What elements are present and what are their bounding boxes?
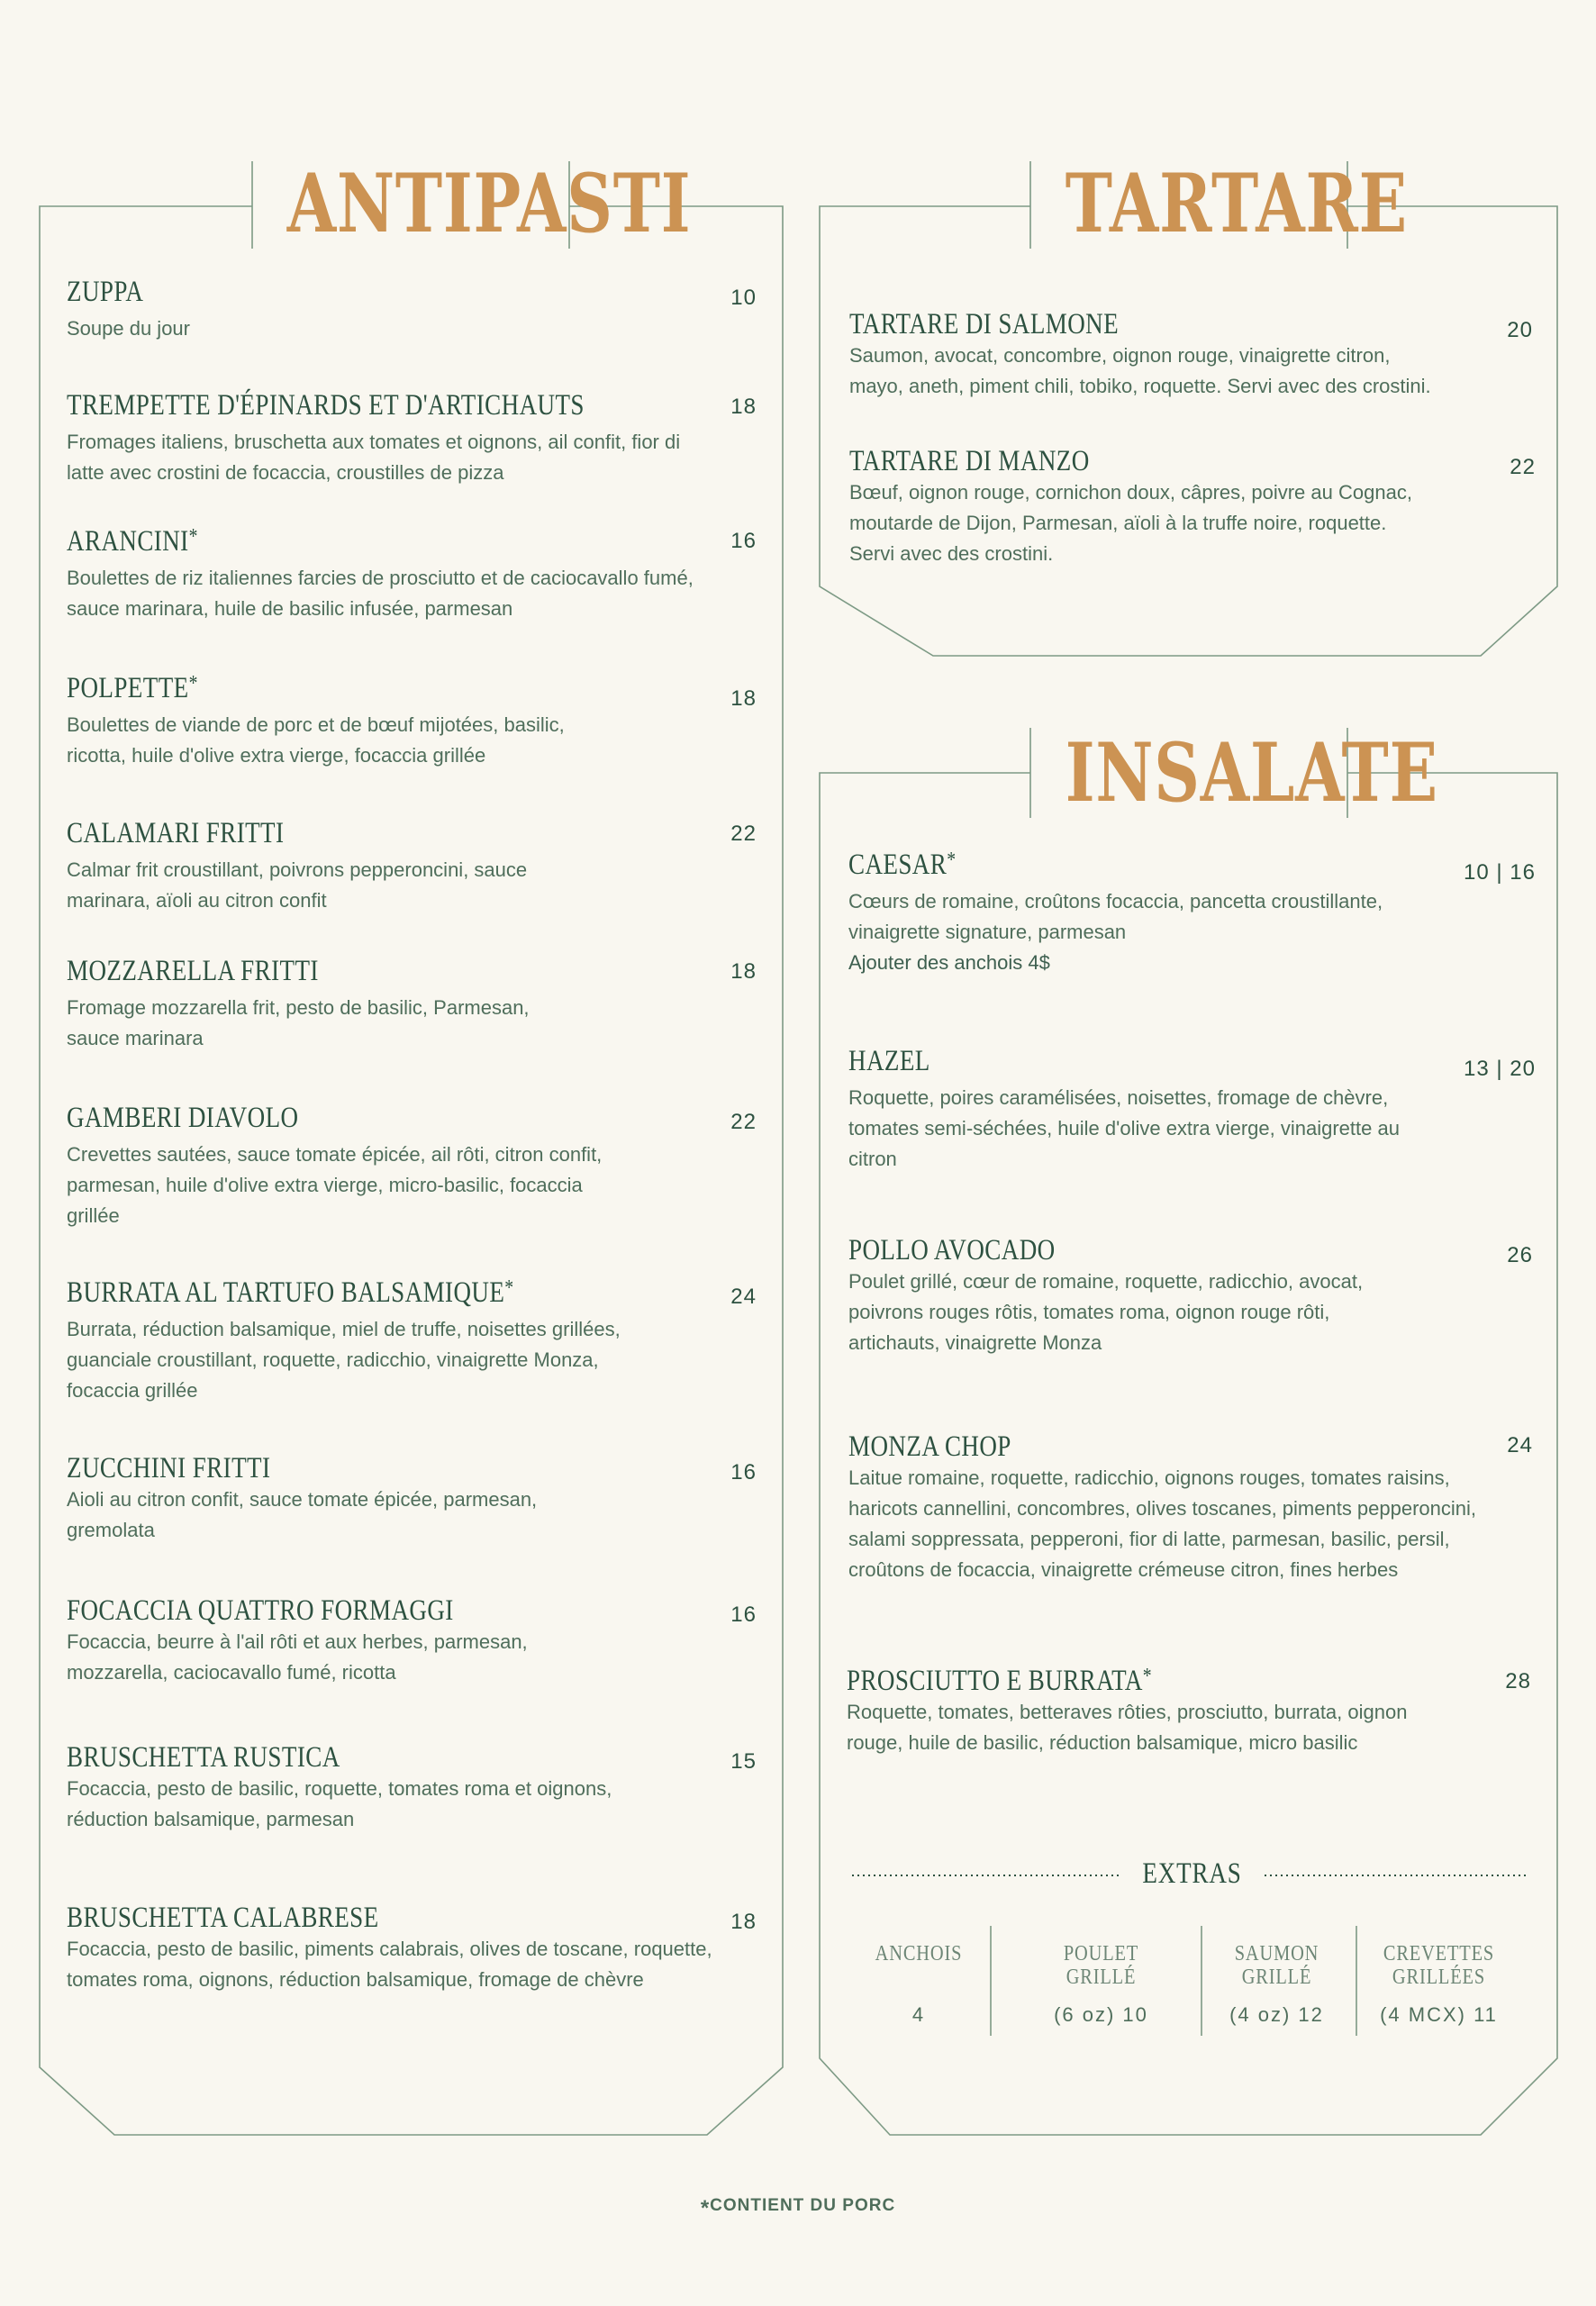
item-name: FOCACCIA QUATTRO FORMAGGI bbox=[67, 1594, 454, 1627]
item-name: BURRATA AL TARTUFO BALSAMIQUE* bbox=[67, 1276, 514, 1309]
item-price: 22 bbox=[730, 822, 757, 846]
item-price: 18 bbox=[730, 686, 757, 711]
menu-item bbox=[848, 1045, 1416, 1175]
item-price: 24 bbox=[730, 1285, 757, 1309]
item-name: CALAMARI FRITTI bbox=[67, 817, 285, 849]
item-price: 20 bbox=[1507, 318, 1533, 342]
item-description: Burrata, réduction balsamique, miel de truffe, noisettes grillées, guanciale croustillant, roquette, radicchio, vinaigrette Monza, focaccia grillée bbox=[67, 1318, 621, 1403]
item-price: 18 bbox=[730, 959, 757, 984]
item-name: BRUSCHETTA RUSTICA bbox=[67, 1741, 340, 1774]
extra-price: (4 MCX) 11 bbox=[1380, 2003, 1498, 2026]
item-name: MOZZARELLA FRITTI bbox=[67, 955, 319, 987]
item-name: PROSCIUTTO E BURRATA* bbox=[847, 1665, 1153, 1697]
item-description: Boulettes de viande de porc et de bœuf mijotées, basilic, ricotta, huile d'olive extra vierge, focaccia grillée bbox=[67, 713, 565, 767]
extra-crevettes-grillees bbox=[1365, 1942, 1513, 2032]
item-price: 26 bbox=[1507, 1243, 1533, 1267]
menu-item bbox=[67, 1741, 643, 1835]
item-description: Soupe du jour bbox=[67, 317, 190, 340]
footnote: *CONTIENT DU PORC bbox=[700, 2196, 896, 2220]
item-price: 16 bbox=[730, 1460, 757, 1484]
extra-anchois bbox=[856, 1942, 982, 2032]
item-price: 15 bbox=[730, 1749, 757, 1774]
item-description: Laitue romaine, roquette, radicchio, oignons rouges, tomates raisins, haricots cannellini, concombres, olives toscanes, piments pepperoncini, salami soppressata, pepperoni, fior di latte, parmesan, basilic, persil, croûtons de focaccia, vinaigrette crémeuse citron, fines herbes bbox=[848, 1466, 1477, 1582]
item-price: 13 | 20 bbox=[1464, 1057, 1536, 1081]
item-description: Fromages italiens, bruschetta aux tomates et oignons, ail confit, fior di latte avec crostini de focaccia, croustilles de pizza bbox=[67, 431, 681, 485]
item-name: CAESAR* bbox=[848, 849, 957, 881]
item-name: TARTARE DI MANZO bbox=[849, 445, 1090, 477]
item-description: Focaccia, pesto de basilic, piments calabrais, olives de toscane, roquette, tomates roma, oignons, réduction balsamique, fromage de chèvre bbox=[67, 1938, 712, 1992]
item-add-on: Ajouter des anchois 4$ bbox=[848, 951, 1050, 975]
item-price: 10 | 16 bbox=[1464, 860, 1536, 885]
antipasti-title: ANTIPASTI bbox=[286, 156, 692, 251]
tartare-frame bbox=[820, 206, 1557, 656]
item-description: Bœuf, oignon rouge, cornichon doux, câpres, poivre au Cognac, moutarde de Dijon, Parmesan, aïoli à la truffe noire, roquette. Servi avec des crostini. bbox=[849, 481, 1412, 566]
menu-item bbox=[849, 308, 1444, 402]
item-description: Aioli au citron confit, sauce tomate épicée, parmesan, gremolata bbox=[67, 1488, 538, 1542]
extra-poulet-grille bbox=[1036, 1942, 1166, 2032]
item-price: 10 bbox=[730, 286, 757, 310]
item-description: Poulet grillé, cœur de romaine, roquette, radicchio, avocat, poivrons rouges rôtis, tomates roma, oignon rouge rôti, artichauts, vinaigrette Monza bbox=[848, 1270, 1364, 1355]
item-description: Roquette, tomates, betteraves rôties, prosciutto, burrata, oignon rouge, huile de basilic, réduction balsamique, micro basilic bbox=[847, 1701, 1408, 1755]
item-name: GAMBERI DIAVOLO bbox=[67, 1102, 299, 1134]
extra-name: ANCHOIS bbox=[875, 1942, 963, 1966]
menu-item bbox=[847, 1665, 1459, 1758]
menu-item bbox=[67, 1452, 571, 1546]
menu-item bbox=[67, 817, 571, 916]
menu-item bbox=[67, 1102, 616, 1231]
item-description: Boulettes de riz italiennes farcies de prosciutto et de caciocavallo fumé, sauce marinara, huile de basilic infusée, parmesan bbox=[67, 567, 694, 621]
extra-name: SAUMON GRILLÉ bbox=[1234, 1942, 1319, 1989]
item-name: MONZA CHOP bbox=[848, 1430, 1011, 1463]
extras-title: EXTRAS bbox=[1142, 1857, 1242, 1890]
menu-item bbox=[67, 525, 697, 624]
item-price: 22 bbox=[730, 1110, 757, 1134]
extra-price: 4 bbox=[911, 2003, 926, 2026]
item-name: TARTARE DI SALMONE bbox=[849, 308, 1120, 340]
item-description: Cœurs de romaine, croûtons focaccia, pancetta croustillante, vinaigrette signature, parmesan bbox=[848, 890, 1383, 944]
extra-name: CREVETTES GRILLÉES bbox=[1383, 1942, 1495, 1989]
item-description: Crevettes sautées, sauce tomate épicée, ail rôti, citron confit, parmesan, huile d'olive extra vierge, micro-basilic, focaccia grillée bbox=[67, 1143, 603, 1228]
menu-item bbox=[67, 1276, 670, 1406]
menu-item bbox=[848, 1234, 1389, 1358]
tartare-title: TARTARE bbox=[1065, 156, 1408, 251]
item-price: 24 bbox=[1507, 1433, 1533, 1457]
item-name: ZUPPA bbox=[67, 276, 144, 308]
menu-item bbox=[849, 445, 1417, 569]
insalate-title: INSALATE bbox=[1065, 725, 1438, 821]
item-name: ARANCINI* bbox=[67, 525, 198, 558]
item-price: 18 bbox=[730, 1910, 757, 1934]
extra-saumon-grille bbox=[1211, 1942, 1342, 2032]
menu-item bbox=[67, 955, 571, 1054]
item-price: 16 bbox=[730, 529, 757, 553]
item-description: Calmar frit croustillant, poivrons pepperoncini, sauce marinara, aïoli au citron confit bbox=[67, 858, 528, 912]
item-description: Saumon, avocat, concombre, oignon rouge, vinaigrette citron, mayo, aneth, piment chili, tobiko, roquette. Servi avec des crostini. bbox=[849, 344, 1431, 398]
item-name: ZUCCHINI FRITTI bbox=[67, 1452, 271, 1484]
extra-price: (6 oz) 10 bbox=[1054, 2003, 1148, 2026]
menu-item bbox=[67, 672, 607, 771]
item-price: 16 bbox=[730, 1602, 757, 1627]
extra-name: POULET GRILLÉ bbox=[1063, 1942, 1139, 1989]
item-description: Focaccia, pesto de basilic, roquette, tomates roma et oignons, réduction balsamique, parmesan bbox=[67, 1777, 612, 1831]
item-name: BRUSCHETTA CALABRESE bbox=[67, 1902, 379, 1934]
item-name: POLPETTE* bbox=[67, 672, 198, 704]
item-description: Focaccia, beurre à l'ail rôti et aux herbes, parmesan, mozzarella, caciocavallo fumé, ricotta bbox=[67, 1630, 528, 1684]
item-name: POLLO AVOCADO bbox=[848, 1234, 1056, 1266]
extra-price: (4 oz) 12 bbox=[1229, 2003, 1324, 2026]
item-name: HAZEL bbox=[848, 1045, 930, 1077]
menu-item bbox=[848, 849, 1425, 978]
item-name: TREMPETTE D'ÉPINARDS ET D'ARTICHAUTS bbox=[67, 389, 585, 422]
item-price: 28 bbox=[1505, 1669, 1531, 1693]
item-description: Fromage mozzarella frit, pesto de basilic, Parmesan, sauce marinara bbox=[67, 996, 530, 1050]
item-price: 22 bbox=[1510, 455, 1536, 479]
menu-item bbox=[67, 1594, 571, 1688]
item-price: 18 bbox=[730, 395, 757, 419]
menu-item bbox=[67, 389, 697, 488]
item-description: Roquette, poires caramélisées, noisettes, fromage de chèvre, tomates semi-séchées, huile d'olive extra vierge, vinaigrette au citron bbox=[848, 1086, 1400, 1171]
